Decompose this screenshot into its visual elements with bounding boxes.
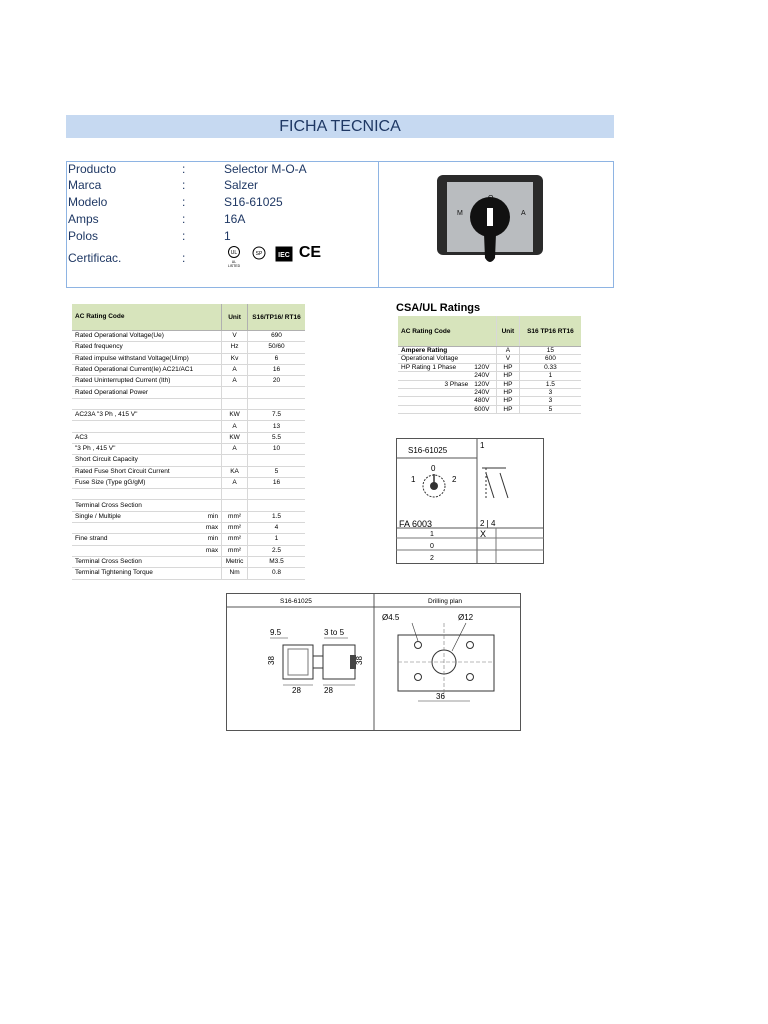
table-row xyxy=(398,363,581,371)
svg-text:A: A xyxy=(521,210,526,217)
csa-cell xyxy=(398,397,471,405)
ac-cell xyxy=(202,398,222,409)
csa-cell: HP Rating 1 Phase xyxy=(398,363,471,371)
csa-cell: 240V xyxy=(471,389,496,397)
ac-cell xyxy=(202,432,222,443)
info-value: S16-61025 xyxy=(224,195,283,209)
svg-text:38: 38 xyxy=(267,656,276,665)
svg-text:Ø12: Ø12 xyxy=(458,613,474,622)
table-row xyxy=(398,372,581,380)
info-value: 16A xyxy=(224,212,246,226)
info-label: Polos xyxy=(68,229,99,243)
ac-cell xyxy=(222,455,248,466)
selector-switch-photo xyxy=(435,170,547,280)
ac-cell: min xyxy=(202,511,222,522)
ac-cell xyxy=(202,364,222,375)
table-row xyxy=(72,353,305,364)
info-value: Salzer xyxy=(224,178,259,192)
csa-cell xyxy=(398,389,471,397)
table-row xyxy=(72,443,305,454)
ac-cell xyxy=(202,331,222,342)
svg-text:Ø4.5: Ø4.5 xyxy=(382,613,400,622)
ac-cell: 16 xyxy=(247,477,305,488)
ac-cell: A xyxy=(222,443,248,454)
svg-text:1: 1 xyxy=(411,475,416,484)
csa-logo xyxy=(251,246,267,262)
csa-table-header xyxy=(398,316,581,347)
table-row xyxy=(72,523,305,534)
ac-cell xyxy=(202,489,222,500)
ce-logo: CE xyxy=(298,244,322,261)
ac-table-header xyxy=(72,304,305,331)
table-row xyxy=(72,364,305,375)
ac-cell: mm² xyxy=(222,523,248,534)
csa-cell xyxy=(398,372,471,380)
info-label: Amps xyxy=(68,212,99,226)
ac-cell: min xyxy=(202,534,222,545)
ac-cell: Single / Multiple xyxy=(72,511,202,522)
svg-text:Drilling plan: Drilling plan xyxy=(428,598,462,605)
ac-cell: 6 xyxy=(247,353,305,364)
ac-cell xyxy=(247,387,305,398)
ac-cell xyxy=(247,500,305,511)
ac-cell: 7.5 xyxy=(247,410,305,421)
ac-cell: Fuse Size (Type gG/gM) xyxy=(72,477,202,488)
csa-cell: V xyxy=(496,355,519,363)
csa-cell: 3 xyxy=(519,389,581,397)
csa-cell: 1.5 xyxy=(519,380,581,388)
ac-cell xyxy=(72,523,202,534)
table-row xyxy=(72,410,305,421)
ac-cell: Kv xyxy=(222,353,248,364)
csa-cell: 5 xyxy=(519,405,581,413)
ac-cell xyxy=(72,545,202,556)
ac-cell xyxy=(202,500,222,511)
csa-cell xyxy=(471,347,496,355)
ac-cell: KW xyxy=(222,410,248,421)
csa-cell: 240V xyxy=(471,372,496,380)
ac-cell: 4 xyxy=(247,523,305,534)
csa-cell: 600V xyxy=(471,405,496,413)
info-divider xyxy=(378,161,379,288)
ac-cell: max xyxy=(202,523,222,534)
info-label: Producto xyxy=(68,162,117,176)
ac-cell: Rated Operational Current(Ie) AC21/AC1 xyxy=(72,364,202,375)
svg-text:2: 2 xyxy=(452,475,457,484)
ac-cell xyxy=(247,489,305,500)
ac-cell: max xyxy=(202,545,222,556)
ac-cell: 1.5 xyxy=(247,511,305,522)
csa-cell: HP xyxy=(496,397,519,405)
table-row xyxy=(72,500,305,511)
ac-cell: Hz xyxy=(222,342,248,353)
switching-diagram xyxy=(396,438,544,564)
info-value: Selector M-O-A xyxy=(224,162,307,176)
ac-cell: mm² xyxy=(222,534,248,545)
ac-cell xyxy=(202,466,222,477)
svg-text:38: 38 xyxy=(355,656,364,665)
ac-cell: KA xyxy=(222,466,248,477)
svg-text:X: X xyxy=(480,529,487,539)
ac-header-cell: S16/TP16/ RT16 xyxy=(247,304,305,331)
info-value: 1 xyxy=(224,229,231,243)
table-row xyxy=(72,455,305,466)
table-row xyxy=(398,389,581,397)
table-row xyxy=(72,432,305,443)
ac-cell: 5 xyxy=(247,466,305,477)
ac-cell xyxy=(247,398,305,409)
csa-cell: HP xyxy=(496,363,519,371)
info-label: Certificac. xyxy=(68,251,122,265)
ac-cell: 16 xyxy=(247,364,305,375)
table-row xyxy=(72,556,305,567)
iec-logo xyxy=(275,246,293,264)
ac-cell: Rated impulse withstand Voltage(Uimp) xyxy=(72,353,202,364)
ac-header-cell: AC Rating Code xyxy=(72,304,222,331)
svg-text:0: 0 xyxy=(431,464,436,473)
table-row xyxy=(72,398,305,409)
csa-cell: 120V xyxy=(471,363,496,371)
dimensions-drawing xyxy=(226,593,521,731)
ul-listed-logo: UL UL LISTED xyxy=(226,246,242,268)
ac-cell xyxy=(202,410,222,421)
svg-text:9.5: 9.5 xyxy=(270,628,282,637)
info-label: Marca xyxy=(68,178,102,192)
page-title: FICHA TECNICA xyxy=(66,115,614,138)
ac-cell: M3.5 xyxy=(247,556,305,567)
csa-cell: 0.33 xyxy=(519,363,581,371)
table-row xyxy=(72,489,305,500)
csa-cell: 15 xyxy=(519,347,581,355)
ac-cell: Terminal Tightening Torque xyxy=(72,568,202,579)
ac-cell: 5.5 xyxy=(247,432,305,443)
ac-cell: Rated Fuse Short Circuit Current xyxy=(72,466,202,477)
svg-text:36: 36 xyxy=(436,692,445,701)
ac-cell: A xyxy=(222,477,248,488)
ac-cell: AC3 xyxy=(72,432,202,443)
csa-cell xyxy=(471,355,496,363)
csa-header-cell: Unit xyxy=(496,316,519,347)
ac-cell xyxy=(202,376,222,387)
ac-cell xyxy=(72,489,202,500)
ac-cell: Terminal Cross Section xyxy=(72,500,202,511)
svg-text:2: 2 xyxy=(430,555,434,562)
ac-cell xyxy=(202,455,222,466)
ac-cell: V xyxy=(222,331,248,342)
svg-text:M: M xyxy=(457,210,463,217)
csa-cell: 3 Phase xyxy=(398,380,471,388)
svg-text:3 to 5: 3 to 5 xyxy=(324,628,345,637)
ac-cell: Terminal Cross Section xyxy=(72,556,202,567)
svg-text:S16-61025: S16-61025 xyxy=(280,598,312,605)
table-row xyxy=(398,397,581,405)
svg-text:UL: UL xyxy=(230,250,238,256)
ac-cell: 2.5 xyxy=(247,545,305,556)
csa-cell: 600 xyxy=(519,355,581,363)
info-colon: : xyxy=(182,212,186,226)
table-row xyxy=(72,477,305,488)
ac-cell: mm² xyxy=(222,511,248,522)
ac-cell xyxy=(202,568,222,579)
table-row xyxy=(72,545,305,556)
ac-cell: 10 xyxy=(247,443,305,454)
ac-cell xyxy=(222,500,248,511)
svg-text:0: 0 xyxy=(430,543,434,550)
csa-cell: 480V xyxy=(471,397,496,405)
svg-text:2 | 4: 2 | 4 xyxy=(480,519,496,528)
table-row xyxy=(72,568,305,579)
table-row xyxy=(398,355,581,363)
table-row xyxy=(398,405,581,413)
ac-cell: Metric xyxy=(222,556,248,567)
ac-cell: KW xyxy=(222,432,248,443)
ac-cell: Short Circuit Capacity xyxy=(72,455,202,466)
ac-cell: 690 xyxy=(247,331,305,342)
svg-text:1: 1 xyxy=(430,531,434,538)
ac-cell xyxy=(202,387,222,398)
csa-cell: 1 xyxy=(519,372,581,380)
svg-text:S16-61025: S16-61025 xyxy=(408,446,448,455)
ac-cell: 1 xyxy=(247,534,305,545)
ac-cell xyxy=(202,342,222,353)
info-colon: : xyxy=(182,178,186,192)
svg-text:O: O xyxy=(488,195,494,202)
table-row xyxy=(72,376,305,387)
info-colon: : xyxy=(182,195,186,209)
table-row xyxy=(72,387,305,398)
ac-cell xyxy=(222,398,248,409)
table-row xyxy=(72,421,305,432)
svg-text:FA 6003: FA 6003 xyxy=(399,519,433,529)
info-label: Modelo xyxy=(68,195,108,209)
svg-text:1: 1 xyxy=(480,441,485,450)
csa-header-cell: AC Rating Code xyxy=(398,316,496,347)
ac-cell xyxy=(202,443,222,454)
ac-cell: 0.8 xyxy=(247,568,305,579)
ac-cell: A xyxy=(222,376,248,387)
csa-header-cell: S16 TP16 RT16 xyxy=(519,316,581,347)
ac-cell xyxy=(202,477,222,488)
csa-cell: HP xyxy=(496,380,519,388)
ac-cell: Rated Uninterrupted Current (Ith) xyxy=(72,376,202,387)
ac-cell: Fine strand xyxy=(72,534,202,545)
ac-cell xyxy=(222,489,248,500)
svg-text:SP: SP xyxy=(255,251,263,257)
ac-cell: 20 xyxy=(247,376,305,387)
csa-cell: 120V xyxy=(471,380,496,388)
svg-text:IEC: IEC xyxy=(278,252,290,259)
ac-cell xyxy=(247,455,305,466)
ac-cell: A xyxy=(222,364,248,375)
ac-cell: 50/60 xyxy=(247,342,305,353)
ac-cell xyxy=(202,556,222,567)
ac-cell: 13 xyxy=(247,421,305,432)
csa-ul-table xyxy=(398,316,581,414)
svg-text:28: 28 xyxy=(292,686,301,695)
table-row xyxy=(72,466,305,477)
ac-cell xyxy=(72,398,202,409)
ac-cell: Rated Operational Power xyxy=(72,387,202,398)
csa-cell: HP xyxy=(496,389,519,397)
ac-cell: Nm xyxy=(222,568,248,579)
csa-cell: HP xyxy=(496,372,519,380)
ac-cell xyxy=(202,421,222,432)
table-row xyxy=(398,347,581,355)
table-row xyxy=(72,331,305,342)
table-row xyxy=(72,342,305,353)
csa-cell: Ampere Rating xyxy=(398,347,471,355)
csa-cell: Operational Voltage xyxy=(398,355,471,363)
ac-cell: Rated Operational Voltage(Ue) xyxy=(72,331,202,342)
csa-cell: HP xyxy=(496,405,519,413)
csa-ul-title: CSA/UL Ratings xyxy=(396,302,481,314)
table-row xyxy=(72,511,305,522)
table-row xyxy=(398,380,581,388)
ac-cell: "3 Ph , 415 V" xyxy=(72,443,202,454)
csa-cell: A xyxy=(496,347,519,355)
svg-text:28: 28 xyxy=(324,686,333,695)
ac-cell xyxy=(72,421,202,432)
csa-cell: 3 xyxy=(519,397,581,405)
info-colon: : xyxy=(182,229,186,243)
info-colon: : xyxy=(182,251,186,265)
ac-cell xyxy=(202,353,222,364)
ac-cell xyxy=(222,387,248,398)
ac-cell: Rated frequency xyxy=(72,342,202,353)
csa-cell xyxy=(398,405,471,413)
ac-cell: mm² xyxy=(222,545,248,556)
ac-cell: A xyxy=(222,421,248,432)
ac-rating-table xyxy=(72,304,305,580)
ac-cell: AC23A "3 Ph , 415 V" xyxy=(72,410,202,421)
table-row xyxy=(72,534,305,545)
ac-header-cell: Unit xyxy=(222,304,248,331)
info-colon: : xyxy=(182,162,186,176)
